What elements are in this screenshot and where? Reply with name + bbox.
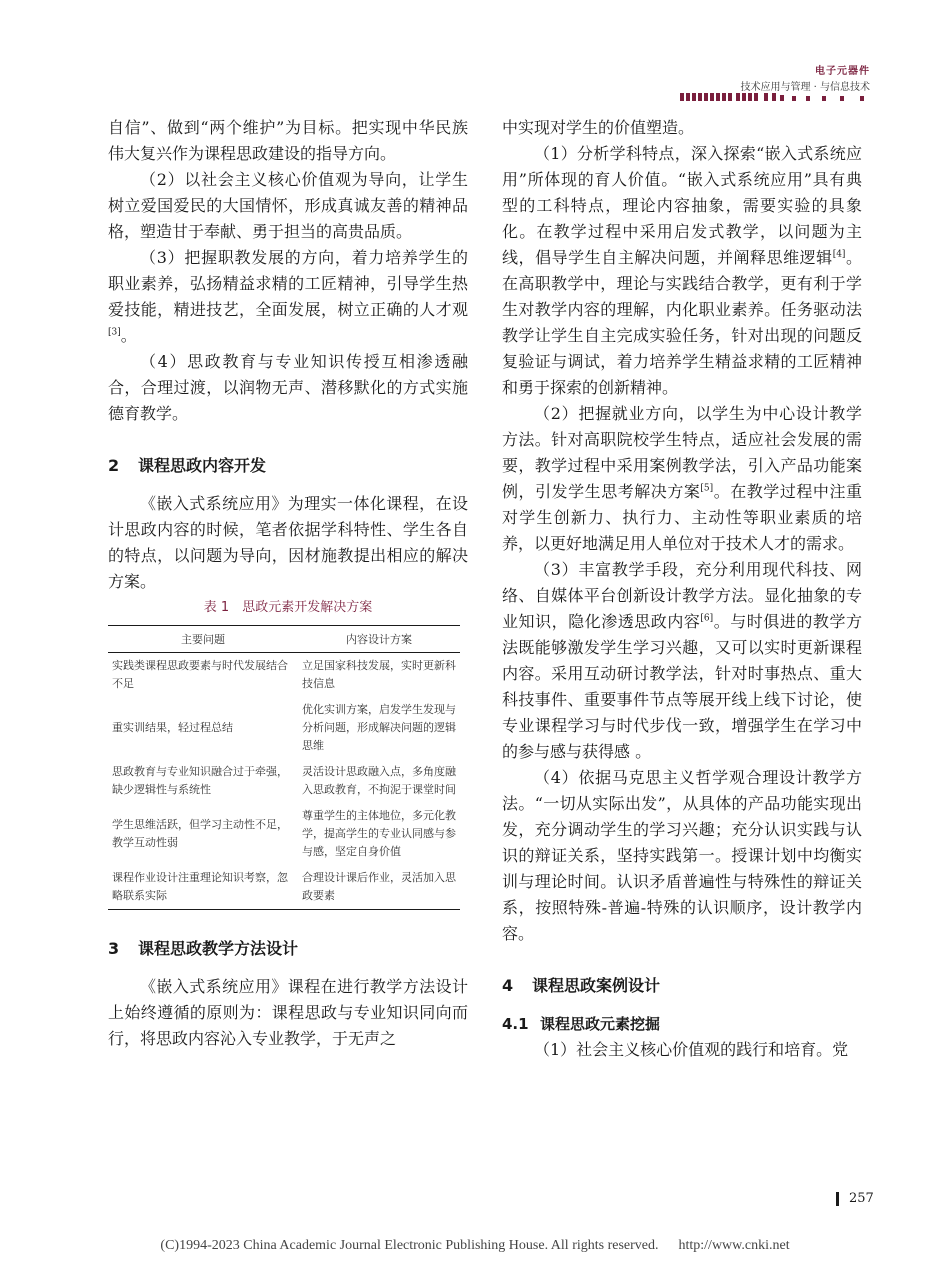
citation: [5] [700,483,714,494]
subsection-heading [502,1011,862,1037]
cnki-url[interactable]: http://www.cnki.net [678,1238,790,1253]
table-row [108,653,460,698]
section-title: 课程思政案例设计 [532,976,661,995]
paragraph [502,401,862,557]
running-header [740,62,870,93]
table-caption: 表 1 思政元素开发解决方案 [203,600,373,615]
table-cell: 课程作业设计注重理论知识考察，忽略联系实际 [112,871,288,902]
table-cell: 学生思维活跃，但学习主动性不足，教学互动性弱 [112,818,288,849]
section-title: 课程思政内容开发 [138,456,267,475]
subsection-title: 课程思政元素挖掘 [540,1015,661,1033]
paragraph: （2）以社会主义核心价值观为导向，让学生树立爱国爱民的大国情怀，形成真诚友善的精神品格，塑造甘于奉献、勇于担当的高贵品质。 [108,170,468,241]
paragraph: （4）思政教育与专业知识传授互相渗透融合，合理过渡，以润物无声、潜移默化的方式实施德育教学。 [108,352,468,423]
right-column [502,115,862,1063]
table-cell: 实践类课程思政要素与时代发展结合不足 [112,659,288,690]
punctuation: 。 [120,326,137,345]
citation: [6] [700,613,714,624]
table-header: 主要问题 [108,626,298,653]
paragraph: 《嵌入式系统应用》课程在进行教学方法设计上始终遵循的原则为：课程思政与专业知识同向而行，将思政内容沁入专业教学，于无声之 [108,977,468,1048]
table-cell: 尊重学生的主体地位，多元化教学，提高学生的专业认同感与参与感，坚定自身价值 [302,809,456,858]
section-number: 4 [502,976,514,995]
table-row [108,759,460,803]
paragraph-text: （3）丰富教学手段，充分利用现代科技、网络、自媒体平台创新设计教学方法。显化抽象的专业知识，隐化渗透思政内容 [502,560,862,631]
table-cell: 灵活设计思政融入点，多角度融入思政教育，不拘泥于课堂时间 [302,765,456,796]
table-row [108,697,460,759]
section-heading [108,453,468,479]
page-number [836,1191,874,1206]
left-column [108,115,468,1052]
paragraph-text: （2）把握就业方向，以学生为中心设计教学方法。针对高职院校学生特点，适应社会发展的需要，教学过程中采用案例教学法，引入产品功能案例，引发学生思考解决方案 [502,404,862,501]
page-number-text: 257 [849,1191,874,1206]
journal-name: 电子元器件 [815,66,870,77]
table-row [108,865,460,910]
section-title: 课程思政教学方法设计 [138,939,299,958]
page-number-marker [836,1192,839,1206]
solution-table [108,625,460,910]
section-number: 2 [108,456,120,475]
table-cell: 重实训结果，轻过程总结 [112,721,233,734]
section-heading [502,973,862,999]
paragraph: 中实现对学生的价值塑造。 [502,118,695,137]
paragraph-text: 。在高职教学中，理论与实践结合教学，更有利于学生对教学内容的理解，内化职业素养。任务驱动法教学让学生自主完成实验任务，针对出现的问题反复验证与调试，着力培养学生精益求精的工匠精神和勇于探索的创新精神。 [502,248,862,397]
section-heading [108,936,468,962]
table-header: 内容设计方案 [298,626,460,653]
table-cell: 立足国家科技发展，实时更新科技信息 [302,659,456,690]
citation: [3] [108,327,121,338]
paragraph-text: 。与时俱进的教学方法既能够激发学生学习兴趣，又可以实时更新课程内容。采用互动研讨教学法，针对时事热点、重大科技事件、重要事件节点等展开线上线下讨论，使专业课程学习与时代步伐一致，增强学生在学习中的参与感与获得感 。 [502,612,862,761]
paragraph: 《嵌入式系统应用》为理实一体化课程，在设计思政内容的时候，笔者依据学科特性、学生各自的特点，以问题为导向，因材施教提出相应的解决方案。 [108,494,468,591]
section-number: 3 [108,939,120,958]
paragraph [502,557,862,765]
journal-section: 技术应用与管理 · 与信息技术 [740,82,870,93]
paragraph: 自信”、做到“两个维护”为目标。把实现中华民族伟大复兴作为课程思政建设的指导方向。 [108,118,468,163]
paragraph-text: 。在教学过程中注重对学生创新力、执行力、主动性等职业素质的培养，以更好地满足用人单位对于技术人才的需求。 [502,482,862,553]
table-cell: 思政教育与专业知识融合过于牵强，缺少逻辑性与系统性 [112,765,288,796]
paragraph: （4）依据马克思主义哲学观合理设计教学方法。“一切从实际出发”，从具体的产品功能实现出发，充分调动学生的学习兴趣；充分认识实践与认识的辩证关系，坚持实践第一。授课计划中均衡实训与理论时间。认识矛盾普遍性与特殊性的辩证关系，按照特殊-普遍-特殊的认识顺序，设计教学内容。 [502,768,862,943]
table-cell: 优化实训方案，启发学生发现与分析问题，形成解决问题的逻辑思维 [302,703,456,752]
copyright-text: (C)1994-2023 China Academic Journal Electronic Publishing House. All rights reserved. [160,1238,659,1253]
copyright-footer [0,1238,950,1254]
header-decoration-bar [680,93,870,101]
paragraph: （1）社会主义核心价值观的践行和培育。党 [534,1040,849,1059]
paragraph [108,245,468,349]
paragraph [502,141,862,401]
subsection-number: 4.1 [502,1015,529,1033]
citation: [4] [832,249,846,260]
paragraph-text: （1）分析学科特点，深入探索“嵌入式系统应用”所体现的育人价值。“嵌入式系统应用”具有典型的工科特点，理论内容抽象，需要实验的具象化。在教学过程中采用启发式教学，以问题为主线，倡导学生自主解决问题，并阐释思维逻辑 [502,144,862,267]
table-cell: 合理设计课后作业，灵活加入思政要素 [302,871,456,902]
paragraph-text: （3）把握职教发展的方向，着力培养学生的职业素养，弘扬精益求精的工匠精神，引导学生热爱技能，精进技艺，全面发展，树立正确的人才观 [108,248,468,319]
table-row [108,803,460,865]
